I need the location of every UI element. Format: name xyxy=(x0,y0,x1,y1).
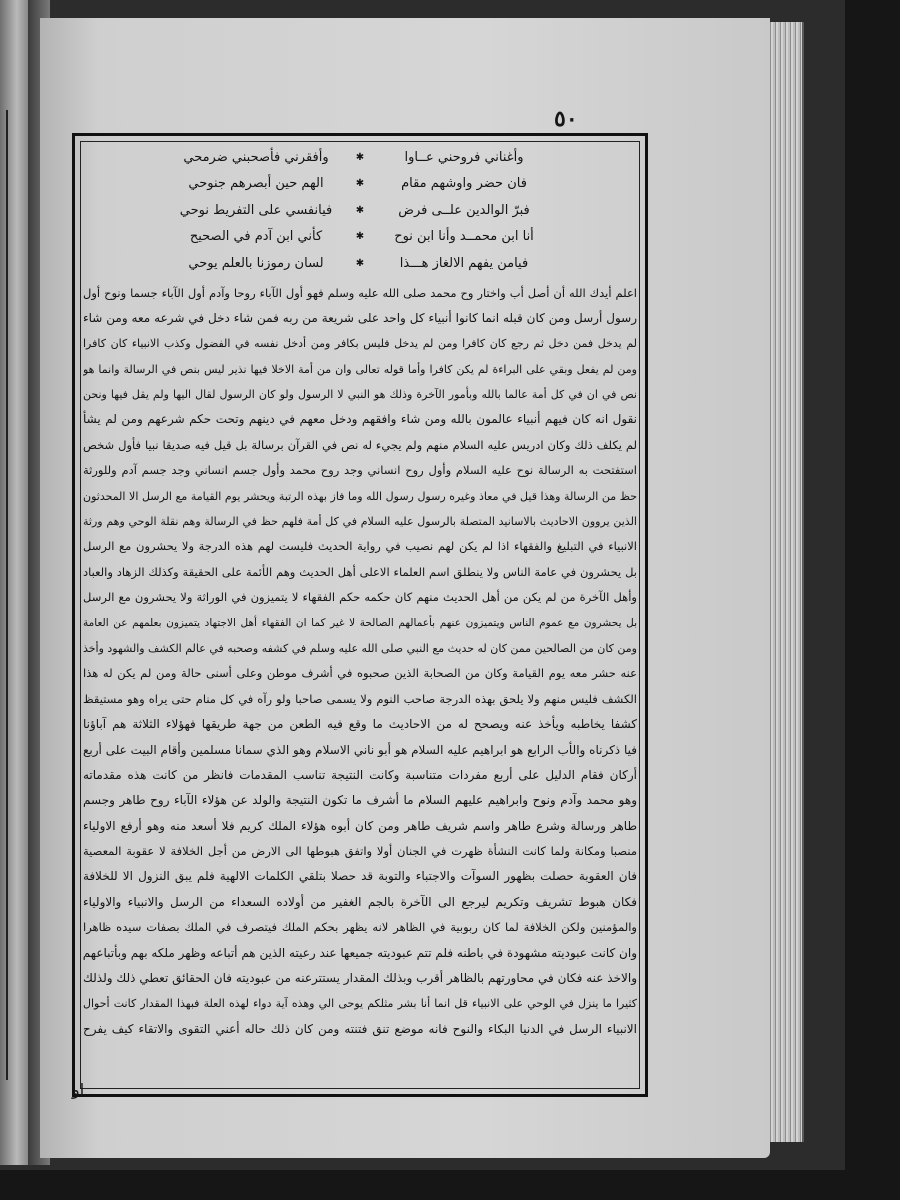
verse-first-hemistich: وأغناني فروحني عــاوا xyxy=(404,149,524,165)
prose-line: وأهل الآخرة من لم يكن من أهل الحديث منهم كان حكمه حكم الفقهاء لا يتميزون في الوراثة ولا يحشرون مع الرسل xyxy=(83,590,637,605)
prose-line: وهو محمد وآدم ونوح وابراهيم عليهم السلام ما أشرف ما تكون النتيجة والولد عن هؤلاء الآباء روح طاهر وجسم xyxy=(83,793,637,808)
verse-first-hemistich: فبرّ الوالدين علــى فرض xyxy=(398,202,530,218)
verse-separator-star-icon: ✱ xyxy=(355,178,365,190)
poem-verse xyxy=(83,171,637,198)
prose-line: وان كانت عبوديته مشهودة في باطنه فلم تتم عبوديته جميعها عند رعيته الذين هم أتباعه وظهر ملكه بهم وبأتباعهم xyxy=(83,945,637,960)
prose-line: نقول انه كان فيهم أنبياء عالمون بالله ومن شاء وافقهم ودخل معهم في دينهم وتحت حكم شرعهم ومن لم يشأ xyxy=(83,412,637,427)
prose-line: بل يحشرون مع عموم الناس ويتميزون عنهم بأعمالهم الصالحة لا غير كما ان الفقهاء أهل الاجتهاد يتميزون بعلمهم عن العامة xyxy=(83,616,637,629)
prose-line: ومن لم يفعل وبقي على البراءة لم يكن كافرا وأما قوله تعالى وان من أمة الاخلا فيها نذير ليس بنص في الرسالة وانما هو xyxy=(83,362,637,376)
left-page-edge xyxy=(0,0,28,1165)
poem-verse xyxy=(83,144,637,171)
prose-line: الكشف فليس منهم ولا يلحق بهذه الدرجة صاحب النوم ولا يسمى صاحبا ولو رآه في كل منام حتى يراه وهو مستيقظ xyxy=(83,691,637,706)
verse-second-hemistich: فيانفسي على التفريط نوحي xyxy=(179,202,333,218)
prose-body xyxy=(83,281,637,1043)
verse-separator-star-icon: ✱ xyxy=(355,151,365,163)
verse-first-hemistich: أنا ابن محمــد وأنا ابن نوح xyxy=(394,229,534,245)
prose-line: اعلم أيدك الله أن أصل أب واختار وح محمد صلى الله عليه وسلم فهو أول الآباء روحا وآدم أول الآباء جسما ونوح أول xyxy=(83,285,637,300)
prose-line: أركان فقام الدليل على أربع مفردات متناسبة وكانت النتيجة تناسب المقدمات فانظر من كانت هذه مقدماته xyxy=(83,767,637,782)
prose-line: طاهر ورسالة وشرع طاهر واسم شريف طاهر ومن كان أبوه هؤلاء الملك كريم فلا أسعد منه وهو أرفع الاولياء xyxy=(83,818,637,833)
page-stack-edges xyxy=(768,22,804,1142)
prose-line: كثيرا ما ينزل في الوحي على الانبياء قل انما أنا بشر مثلكم يوحى الي وهذه آية دواء لهذه العلة فبهذا المقدار كانت أحوال xyxy=(83,997,637,1011)
verse-second-hemistich: وأفقرني فأصحبني ضرمحي xyxy=(183,149,329,165)
verse-second-hemistich: كأني ابن آدم في الصحيح xyxy=(189,229,323,245)
prose-line: عنه حشر معه يوم القيامة وكان من الصحابة الذين صحبوه في أشرف موطن وعلى أسنى حالة ومن لم يكن له هذا xyxy=(83,666,637,681)
verse-second-hemistich: الهم حين أبصرهم جنوحي xyxy=(188,176,324,192)
left-page-border-rule xyxy=(6,110,8,1080)
verse-separator-star-icon: ✱ xyxy=(355,257,365,269)
poem-verse xyxy=(83,250,637,277)
text-block xyxy=(83,144,637,1086)
poem-verse xyxy=(83,224,637,251)
prose-line: لم يدخل فمن دخل ثم رجع كان كافرا ومن لم يدخل فليس بكافر ومن أدخل نفسه في الفضول وكذب الانبياء كان كافرا xyxy=(83,337,637,351)
verse-second-hemistich: لسان رموزنا بالعلم يوحي xyxy=(188,255,324,271)
verse-separator-star-icon: ✱ xyxy=(355,204,365,216)
verse-first-hemistich: فان حضر واوشهم مقام xyxy=(401,176,527,192)
catchword: او xyxy=(72,1080,85,1099)
prose-line: فان العقوبة حصلت بظهور السوآت والاجتباء والتوبة قد حصلا بتلقي الكلمات الالهية فلم يبق النزول الا للخلافة xyxy=(83,869,637,884)
prose-line: كشفا يخاطبه ويأخذ عنه ويصحح له من الاحاديث ما وقع فيه الطعن من جهة طريقها فهؤلاء الثلاثة هم آباؤنا xyxy=(83,717,637,732)
verse-first-hemistich: فيامن يفهم الالغاز هـــذا xyxy=(399,255,529,271)
poem-verses xyxy=(83,144,637,277)
prose-line: ومن كان من الصالحين ممن كان له حديث مع النبي صلى الله عليه وسلم في كشفه وصحبه في عالم الكشف والشهود وأخذ xyxy=(83,641,637,655)
page-number: ٥٠ xyxy=(554,106,578,132)
prose-line: نص في ان في كل أمة عالما بالله وبأمور الآخرة وذلك هو النبي لا الرسول ولو كان الرسول لقال اليها ولم يقل فيها ونحن xyxy=(83,388,637,402)
prose-line: حظ من الرسالة وهذا قيل في معاذ وغيره رسول رسول الله وما فاز بهذه الرتبة ويحشر يوم القيامة مع الرسل الا المحدثون xyxy=(83,489,637,503)
manuscript-page xyxy=(40,18,770,1158)
prose-line: فيا ذكرناه والأب الرابع هو ابراهيم عليه السلام هو أبو ناني الاسلام وهو الذي سمانا مسلمين وأقام البيت على أربع xyxy=(83,742,637,757)
prose-line: الذين يروون الاحاديث بالاسانيد المتصلة بالرسول عليه السلام في كل أمة فلهم حظ في الرسالة وهم نقلة الوحي وهم ورثة xyxy=(83,515,637,529)
prose-line: والمؤمنين ولكن الخلافة لما كان ربوبية في الظاهر لانه يظهر بحكم الملك فيتصرف في الملك بصفات سيده ظاهرا xyxy=(83,920,637,935)
prose-line: منصبا ومكانة ولما كانت النشأة ظهرت في الجنان أولا واتفق هبوطها الى الارض من أجل الخلافة لا عقوبة المعصية xyxy=(83,844,637,859)
prose-line: رسول أرسل ومن كان قبله انما كانوا أنبياء كل واحد على شريعة من ربه فمن شاء دخل في شرعه معه ومن شاء xyxy=(83,310,637,325)
text-frame xyxy=(72,133,648,1097)
verse-separator-star-icon: ✱ xyxy=(355,231,365,243)
prose-line: والاخذ عنه فكان في محاورتهم بالظاهر أقرب وبذلك المقدار يستترعنه من عبوديته فان الحقائق تعطي ذلك ولذلك xyxy=(83,971,637,986)
prose-line: فكان هبوط تشريف وتكريم ليرجع الى الآخرة بالجم الغفير من أولاده السعداء من الرسل والانبياء والاولياء xyxy=(83,894,637,909)
prose-line: الانبياء الرسل في الدنيا البكاء والنوح فانه موضع تنق فتنته ومن كان ذلك حاله أعني التقوى والاتقاء كيف يفرح xyxy=(83,1021,637,1036)
prose-line: استفتحت به الرسالة نوح عليه السلام وأول روح انساني وجد روح محمد وأول جسم انساني وجد جسم آدم وللورثة xyxy=(83,463,637,478)
prose-line: الانبياء في التبليغ والفقهاء اذا لم يكن لهم نصيب في رواية الحديث فليست لهم هذه الدرجة ولا يحشرون مع الرسل xyxy=(83,539,637,554)
prose-line: بل يحشرون في عامة الناس ولا ينطلق اسم العلماء الاعلى أهل الحديث وهم الأئمة على الحقيقة وكذلك الزهاد والعباد xyxy=(83,564,637,579)
poem-verse xyxy=(83,197,637,224)
prose-line: لم يكلف ذلك وكان ادريس عليه السلام منهم ولم يجيء له نص في القرآن برسالة بل قيل فيه صديقا نبيا فأول شخص xyxy=(83,437,637,452)
